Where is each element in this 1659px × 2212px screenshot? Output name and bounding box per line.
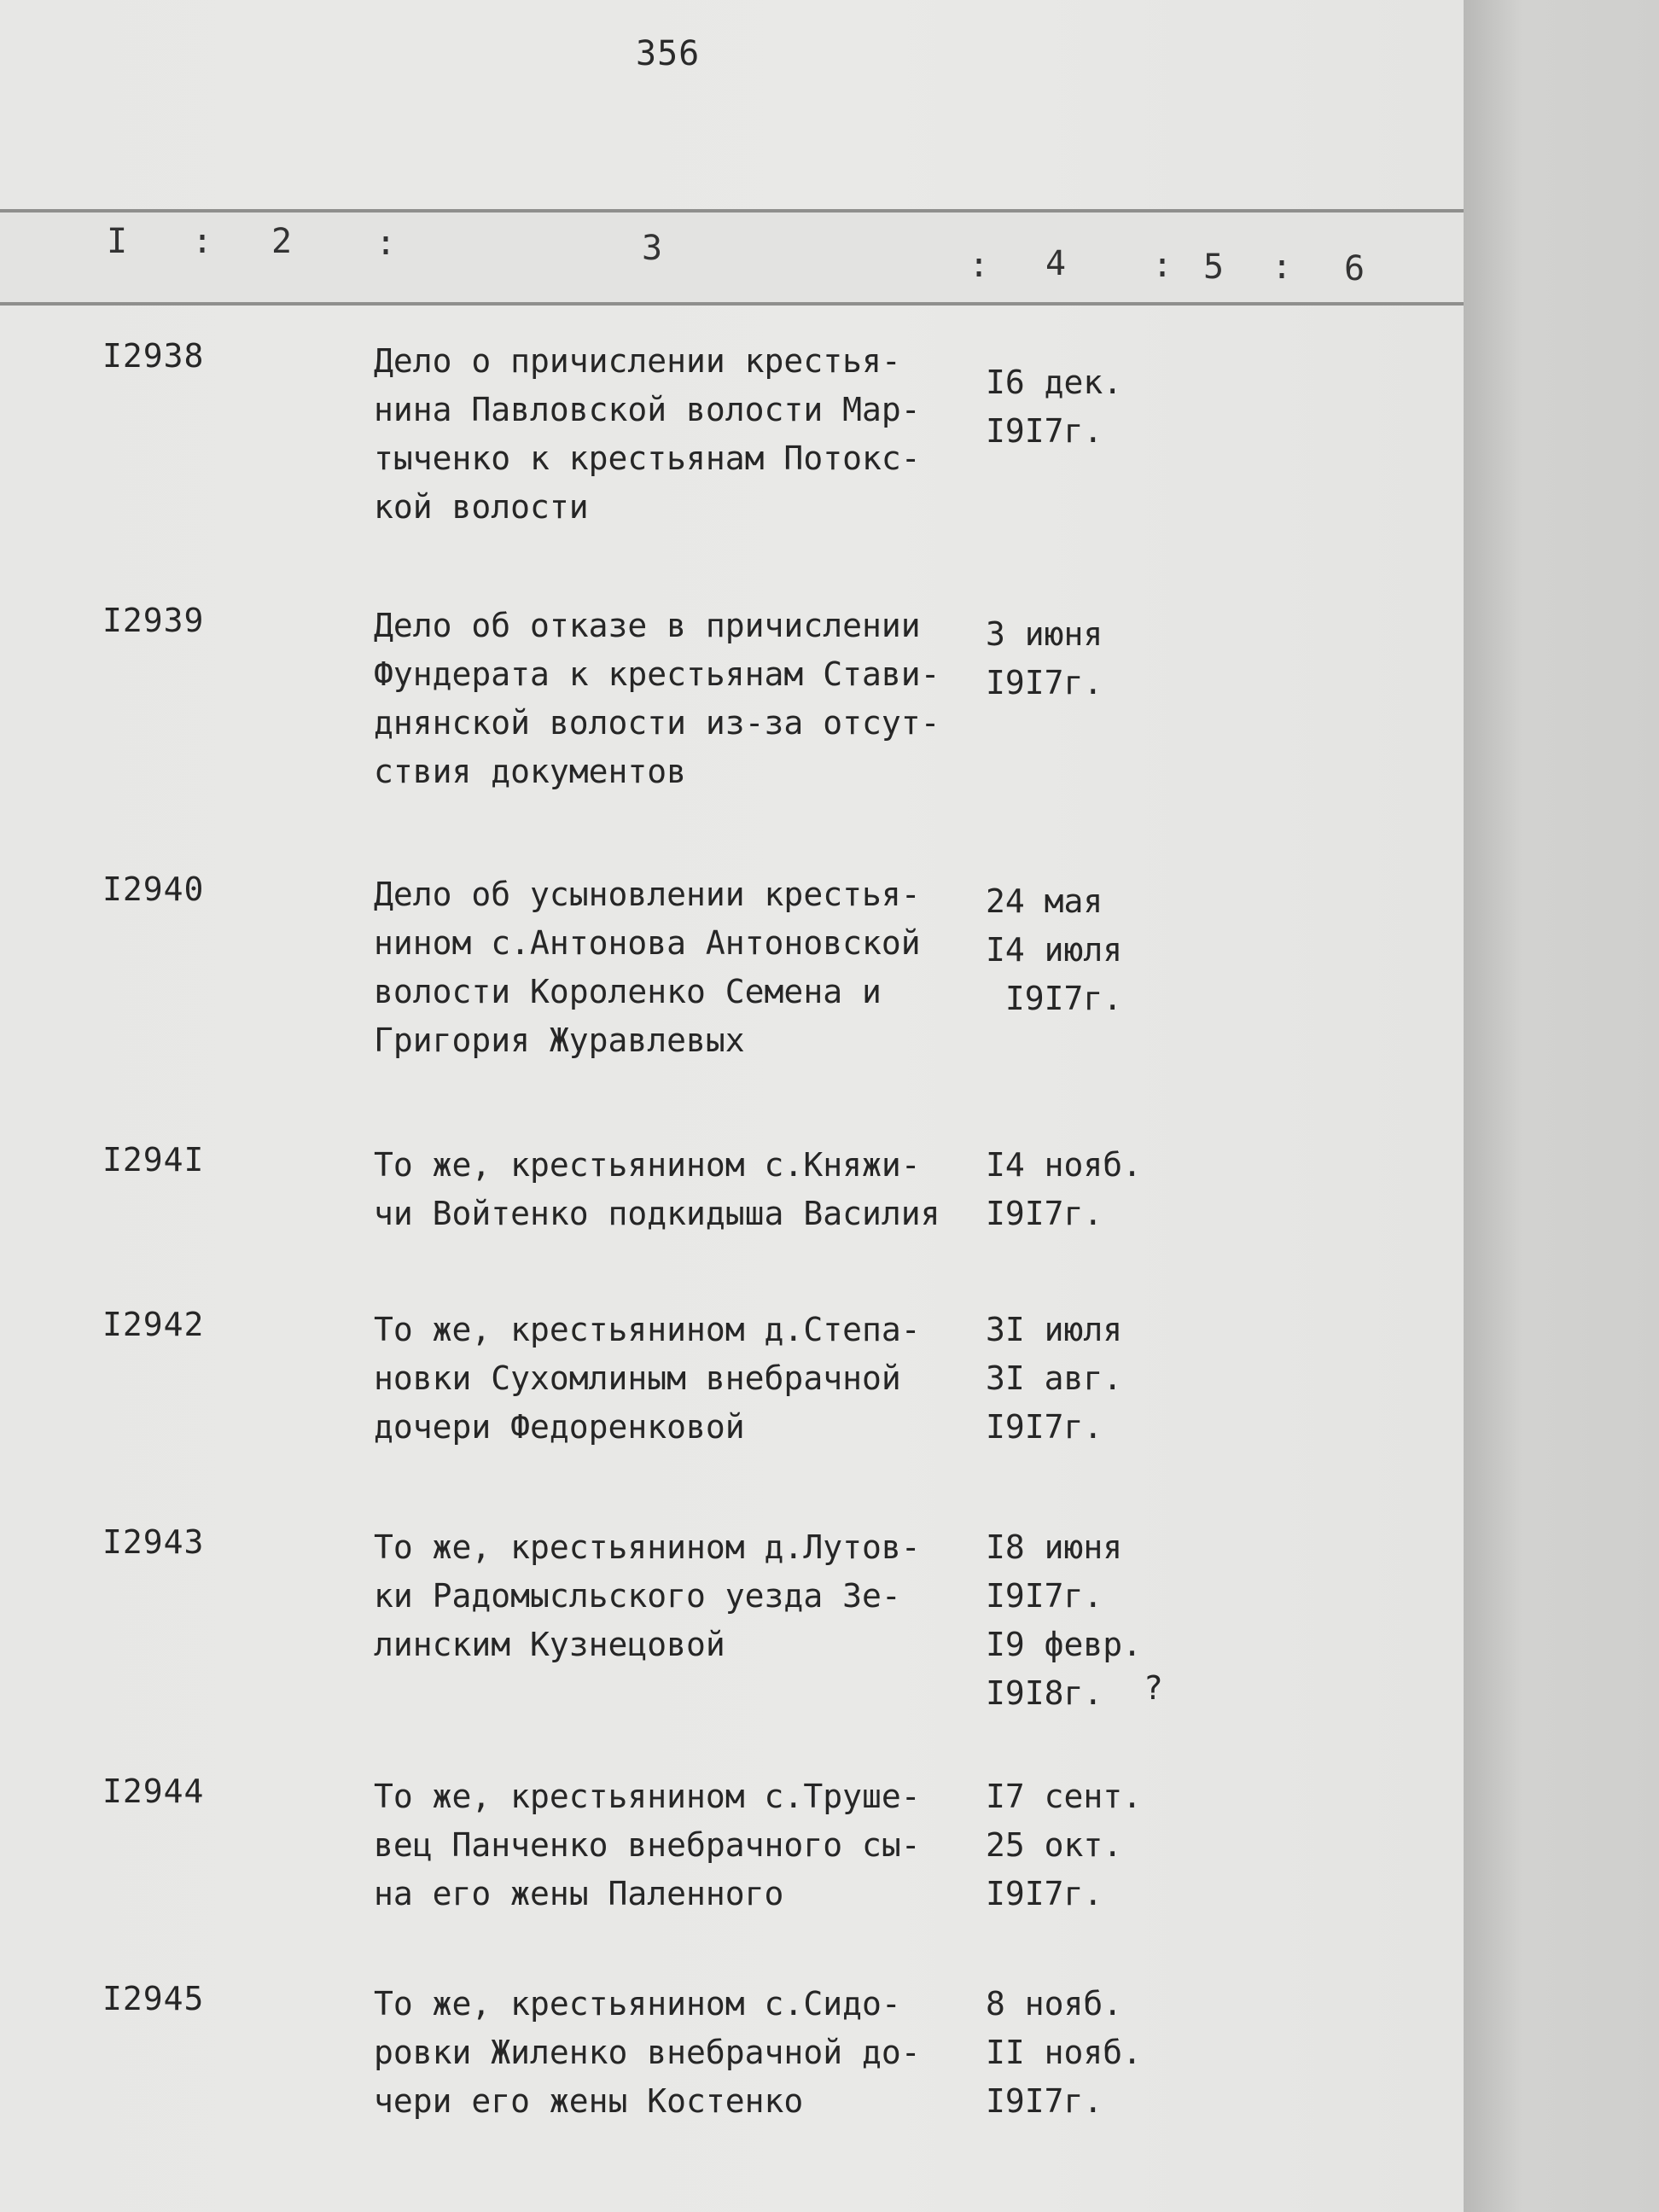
case-description: Дело об отказе в причислении Фундерата к крестьянам Стави- днянской волости из-за отсут- ствия документов [374, 607, 940, 790]
case-number: I2939 [102, 602, 205, 639]
page-edge-background [1464, 0, 1659, 2212]
page-number: 356 [636, 34, 701, 73]
column-header-4: 4 [1045, 244, 1067, 283]
case-dates: 24 мая I4 июля I9I7г. [986, 882, 1123, 1017]
column-header-6: 6 [1344, 249, 1365, 288]
case-dates: I8 июня I9I7г. I9 февр. I9I8г. [986, 1528, 1143, 1712]
case-number: I2944 [102, 1773, 205, 1810]
column-separator: : [1152, 246, 1173, 285]
case-dates: 8 нояб. II нояб. I9I7г. [986, 1985, 1143, 2120]
column-separator: : [969, 246, 990, 285]
column-separator: : [1272, 247, 1293, 287]
case-number: I294I [102, 1141, 205, 1179]
case-description: Дело об усыновлении крестья- нином с.Антонова Антоновской волости Короленко Семена и Григория Журавлевых [374, 876, 921, 1059]
case-description: Дело о причислении крестья- нина Павловской волости Мар- тыченко к крестьянам Потокс- кой волости [374, 342, 921, 526]
column-separator: : [192, 222, 213, 261]
case-dates: I6 дек. I9I7г. [986, 364, 1123, 450]
column-separator: : [375, 224, 397, 263]
case-number: I2943 [102, 1523, 205, 1561]
case-dates: 3I июля 3I авг. I9I7г. [986, 1311, 1123, 1446]
case-number: I2940 [102, 870, 205, 908]
column-header-band [0, 209, 1464, 306]
case-description: То же, крестьянином д.Степа- новки Сухомлиным внебрачной дочери Федоренковой [374, 1311, 921, 1446]
column-header-3: 3 [642, 229, 663, 268]
case-description: То же, крестьянином д.Лутов- ки Радомысльского уезда Зе- линским Кузнецовой [374, 1528, 921, 1663]
column-header-1: I [107, 222, 128, 261]
case-description: То же, крестьянином с.Княжи- чи Войтенко подкидыша Василия [374, 1146, 940, 1232]
case-number: I2942 [102, 1306, 205, 1343]
case-number: I2945 [102, 1980, 205, 2017]
question-mark-annotation: ? [1144, 1669, 1163, 1707]
column-header-5: 5 [1203, 247, 1225, 287]
case-number: I2938 [102, 337, 205, 375]
case-dates: I7 сент. 25 окт. I9I7г. [986, 1778, 1143, 1912]
column-header-2: 2 [271, 222, 293, 261]
case-dates: I4 нояб. I9I7г. [986, 1146, 1143, 1232]
case-description: То же, крестьянином с.Труше- вец Панченко внебрачного сы- на его жены Паленного [374, 1778, 921, 1912]
case-dates: 3 июня I9I7г. [986, 615, 1103, 701]
case-description: То же, крестьянином с.Сидо- ровки Жиленко внебрачной до- чери его жены Костенко [374, 1985, 921, 2120]
